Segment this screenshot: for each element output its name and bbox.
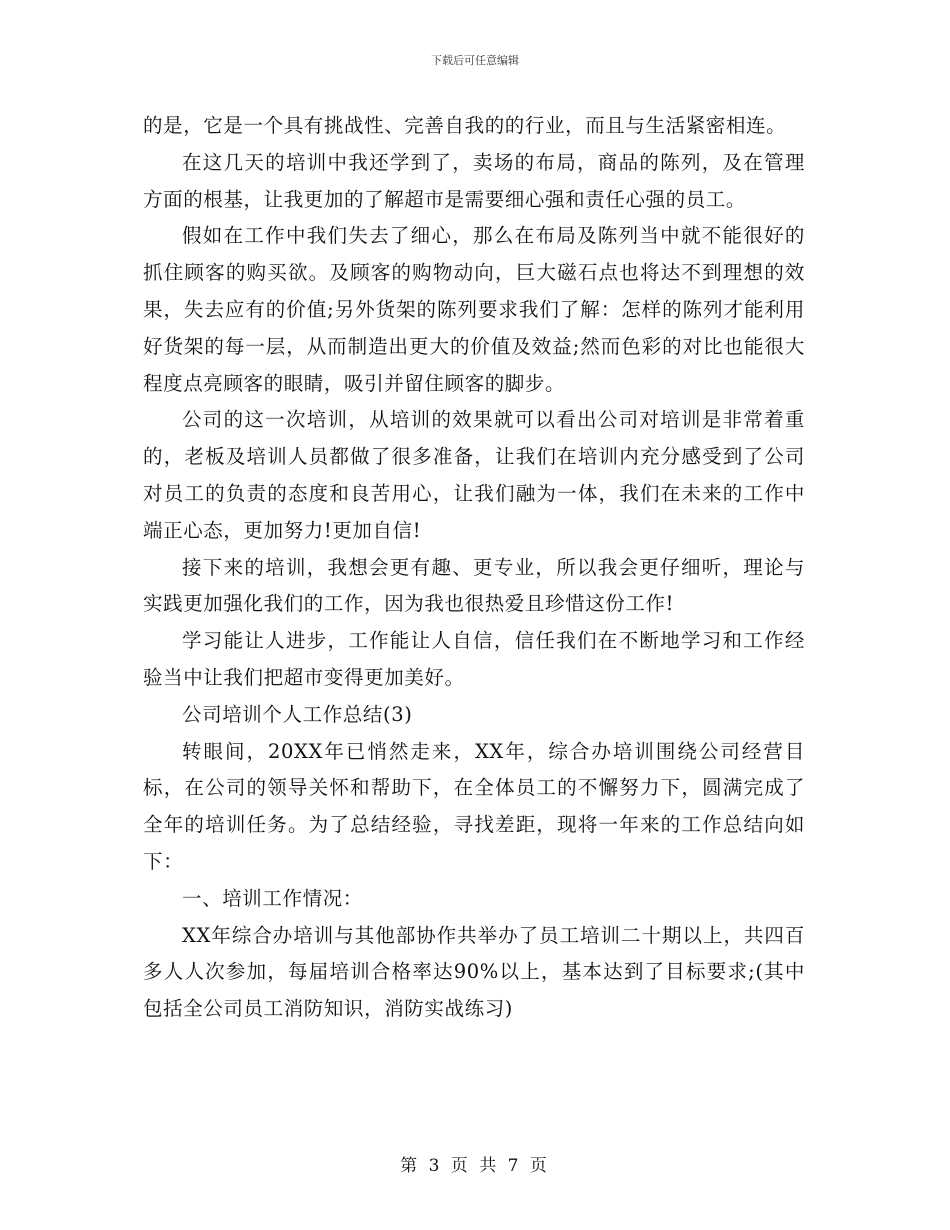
paragraph: 学习能让人进步，工作能让人自信，信任我们在不断地学习和工作经验当中让我们把超市变得更加美好。 [143, 629, 805, 689]
paragraph: 转眼间，20XX年已悄然走来，XX年，综合办培训围绕公司经营目标，在公司的领导关怀和帮助下，在全体员工的不懈努力下，圆满完成了全年的培训任务。为了总结经验，寻找差距，现将一年来的工作总结向如下： [143, 739, 805, 873]
paragraph: 假如在工作中我们失去了细心，那么在布局及陈列当中就不能很好的抓住顾客的购买欲。及顾客的购物动向，巨大磁石点也将达不到理想的效果，失去应有的价值;另外货架的陈列要求我们了解：怎样的陈列才能利用好货架的每一层，从而制造出更大的价值及效益;然而色彩的对比也能很大程度点亮顾客的眼睛，吸引并留住顾客的脚步。 [143, 224, 805, 395]
page-footer: 第 3 页 共 7 页 [400, 1156, 550, 1176]
page-header: 下载后可任意编辑 [431, 54, 519, 67]
paragraph: XX年综合办培训与其他部协作共举办了员工培训二十期以上，共四百多人人次参加，每届培训合格率达90%以上，基本达到了目标要求;(其中包括全公司员工消防知识，消防实战练习) [143, 923, 805, 1021]
section-heading: 公司培训个人工作总结(3) [182, 702, 413, 726]
subsection-heading: 一、培训工作情况： [182, 886, 363, 910]
document-body [143, 108, 805, 1028]
paragraph: 接下来的培训，我想会更有趣、更专业，所以我会更仔细听，理论与实践更加强化我们的工作，因为我也很热爱且珍惜这份工作! [143, 555, 805, 616]
paragraph: 在这几天的培训中我还学到了，卖场的布局，商品的陈列，及在管理方面的根基，让我更加的了解超市是需要细心强和责任心强的员工。 [143, 150, 805, 211]
paragraph: 的是，它是一个具有挑战性、完善自我的的行业，而且与生活紧密相连。 [143, 114, 787, 137]
paragraph: 公司的这一次培训，从培训的效果就可以看出公司对培训是非常着重的，老板及培训人员都做了很多准备，让我们在培训内充分感受到了公司对员工的负责的态度和良苦用心，让我们融为一体，我们在未来的工作中端正心态，更加努力!更加自信! [143, 408, 805, 542]
